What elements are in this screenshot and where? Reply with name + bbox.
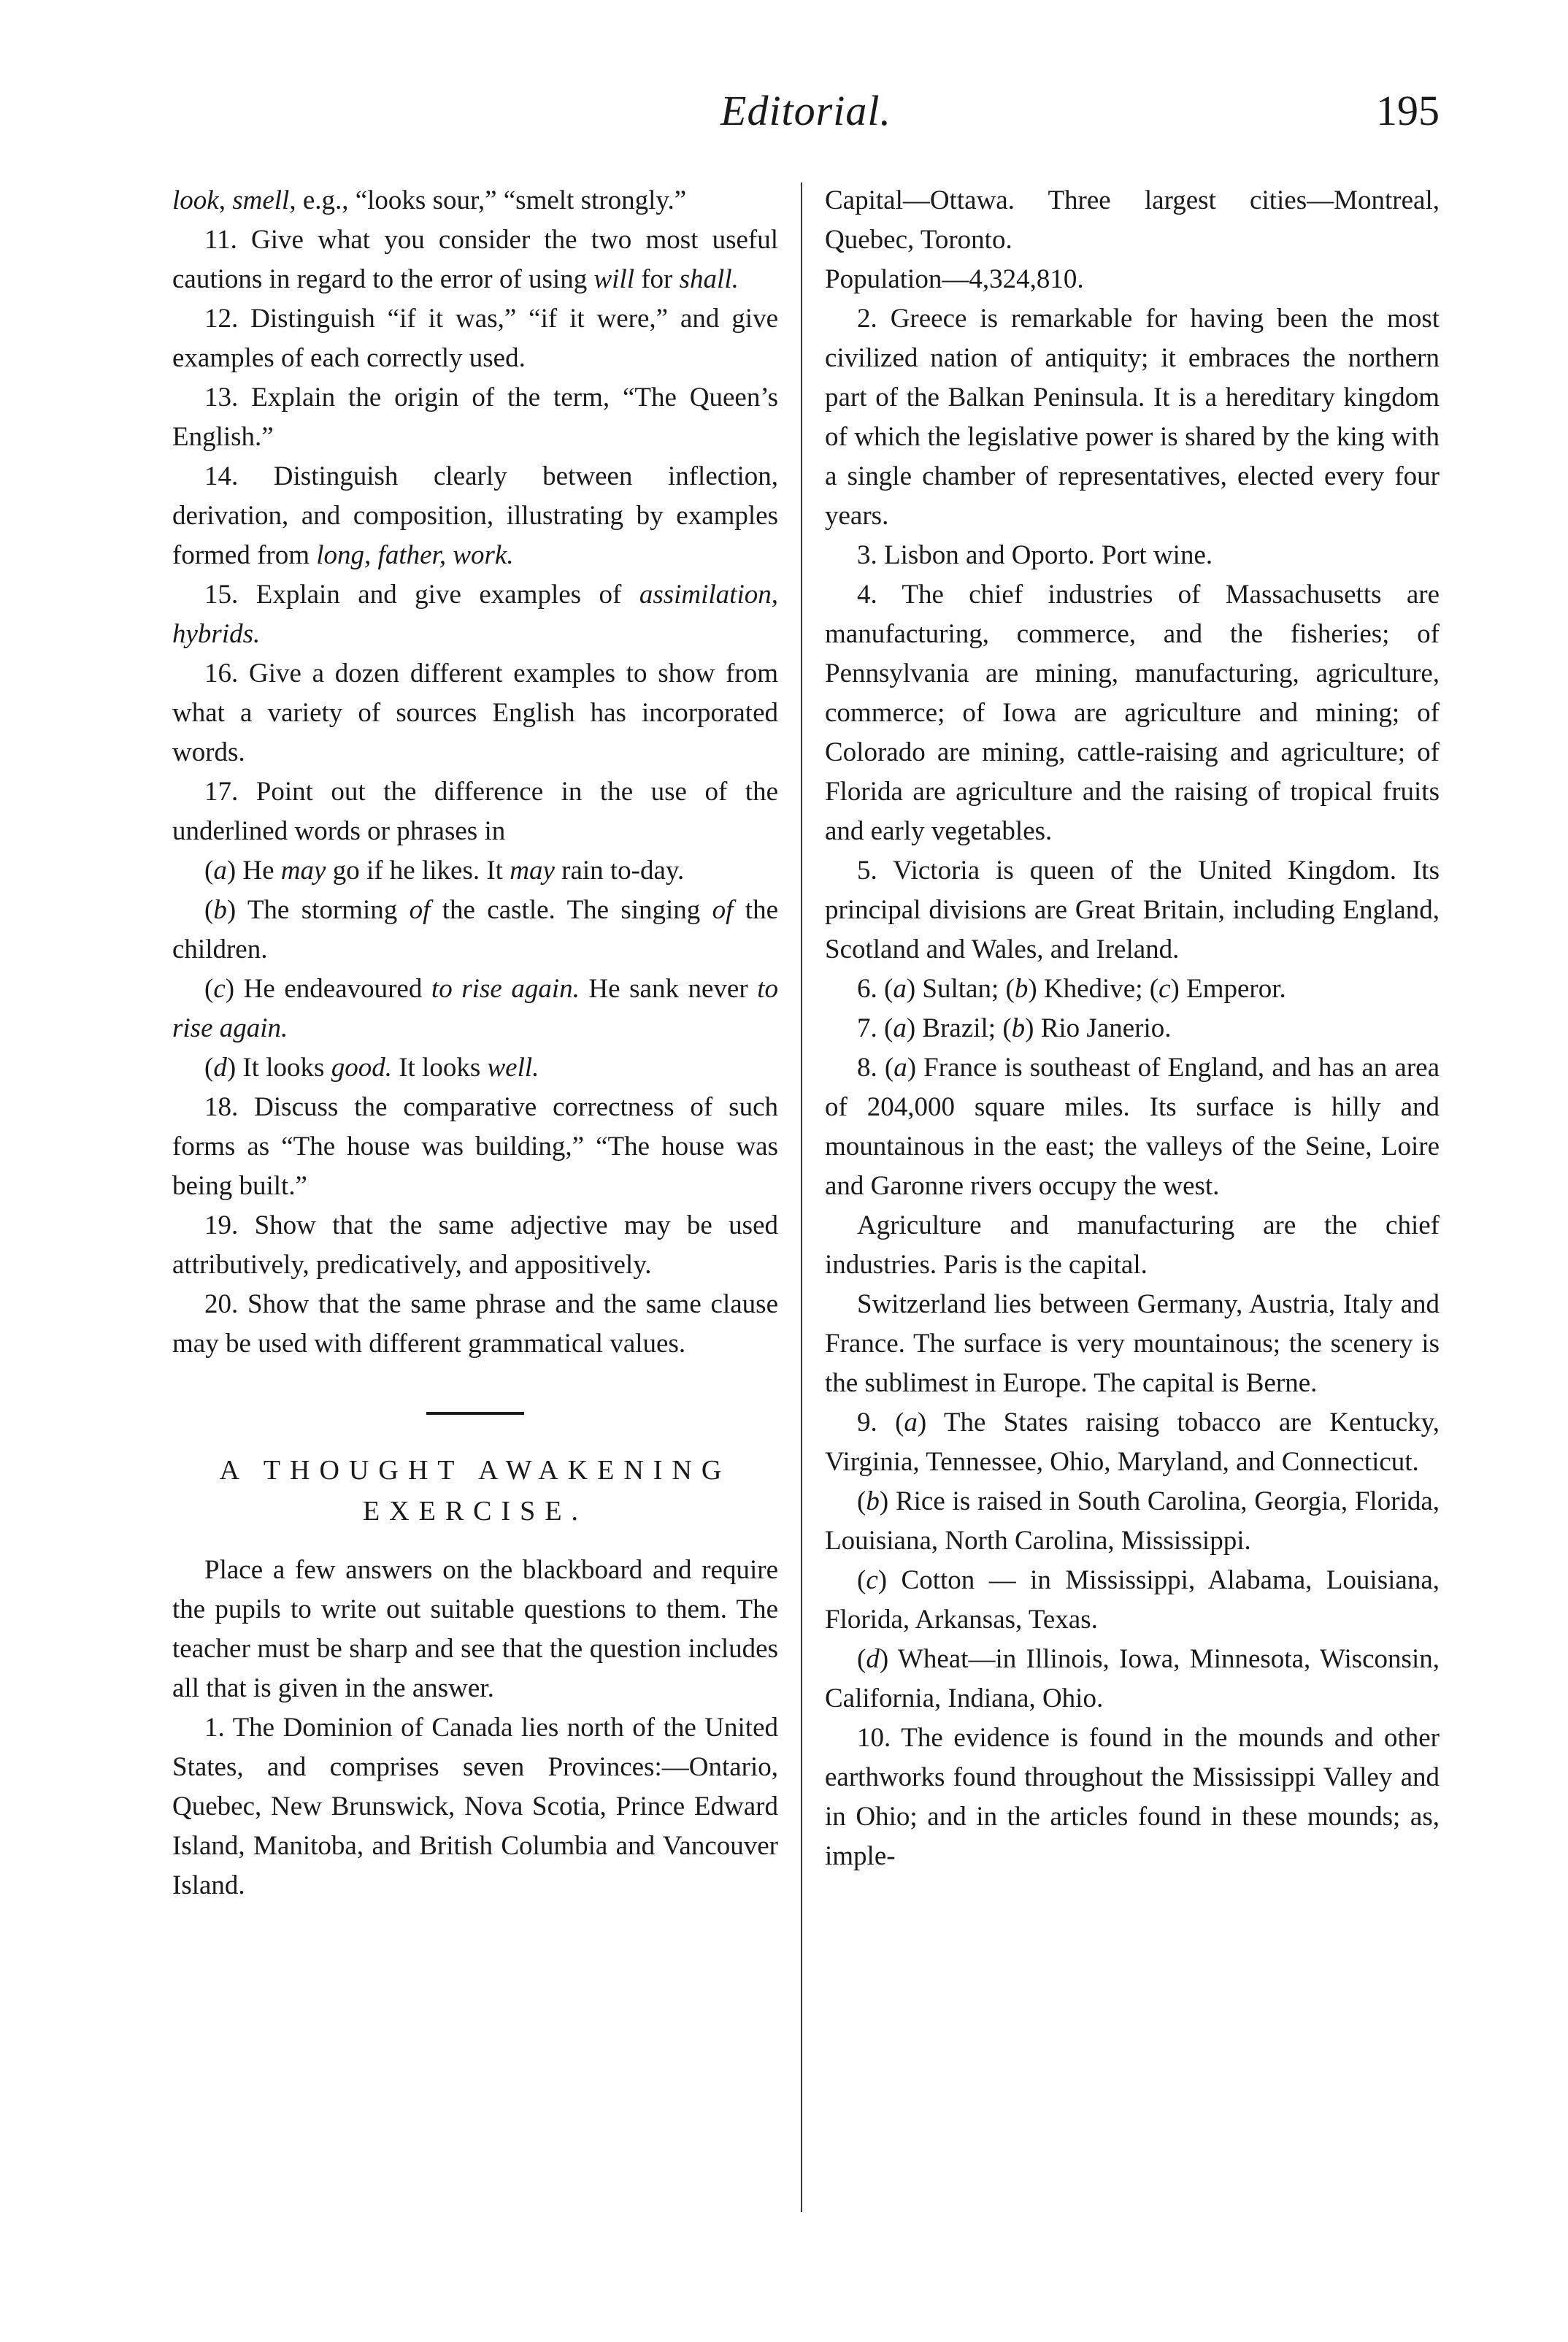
paragraph — [825, 1048, 1440, 1206]
running-head: Editorial. — [720, 87, 891, 134]
italic-run: well. — [487, 1053, 539, 1083]
text-run: ( — [857, 1644, 866, 1674]
answer-list — [825, 299, 1440, 1876]
text-run: ( — [204, 1053, 214, 1083]
paragraph — [825, 970, 1440, 1009]
text-run: ) Wheat—in Illinois, Iowa, Minnesota, Wisconsin, California, Indiana, Ohio. — [825, 1644, 1440, 1713]
continued-answer — [825, 181, 1440, 299]
italic-run: c — [866, 1565, 878, 1595]
text-run: ) Khedive; ( — [1028, 974, 1159, 1004]
paragraph — [172, 1285, 778, 1364]
paragraph — [172, 1048, 778, 1088]
paragraph — [825, 575, 1440, 851]
text-run: ) Cotton — in Mississippi, Alabama, Louisiana, Florida, Arkansas, Texas. — [825, 1565, 1440, 1635]
text-run: Population—4,324,810. — [825, 264, 1084, 294]
text-run: ) He endeavoured — [225, 974, 431, 1004]
paragraph — [172, 575, 778, 654]
text-run: 15. Explain and give examples of — [204, 580, 639, 610]
text-run: ( — [204, 895, 214, 925]
italic-run: a — [893, 974, 907, 1004]
text-run: ) Emperor. — [1170, 974, 1286, 1004]
paragraph — [825, 1009, 1440, 1048]
text-run: go if he likes. It — [326, 856, 510, 886]
italic-run: assimilation, hybrids. — [172, 580, 778, 649]
section-divider — [426, 1412, 524, 1415]
text-run: ) The States raising tobacco are Kentucky, Virginia, Tennessee, Ohio, Maryland, and Connecticut. — [825, 1408, 1440, 1477]
italic-run: c — [1158, 974, 1171, 1004]
text-run: for — [634, 264, 680, 294]
text-run: Capital—Ottawa. Three largest cities—Montreal, Quebec, Toronto. — [825, 185, 1440, 255]
text-run: Place a few answers on the blackboard and require the pupils to write out suitable questions to them. The teacher must be sharp and see that the question includes all that is given in the answer. — [172, 1555, 778, 1703]
italic-run: b — [1011, 1013, 1026, 1043]
italic-run: d — [213, 1053, 227, 1083]
text-run: the castle. The singing — [430, 895, 712, 925]
italic-run: b — [1014, 974, 1029, 1004]
text-run: 5. Victoria is queen of the United Kingdom. Its principal divisions are Great Britain, including England, Scotland and Wales, and Ireland. — [825, 856, 1440, 964]
paragraph — [172, 1088, 778, 1206]
text-run: ) The storming — [226, 895, 410, 925]
text-run: ) Rice is raised in South Carolina, Georgia, Florida, Louisiana, North Carolina, Mississippi. — [825, 1486, 1440, 1556]
text-run: 9. ( — [857, 1408, 904, 1437]
text-run: rain to-day. — [554, 856, 685, 886]
italic-run: look — [172, 185, 219, 215]
paragraph — [825, 299, 1440, 536]
page-header — [172, 86, 1440, 152]
paragraph — [172, 772, 778, 851]
italic-run: a — [213, 856, 227, 886]
text-run: ( — [204, 856, 214, 886]
italic-run: good. — [331, 1053, 392, 1083]
text-run: ( — [204, 974, 214, 1004]
paragraph — [172, 457, 778, 575]
text-run: 20. Show that the same phrase and the same clause may be used with different grammatical values. — [172, 1289, 778, 1359]
text-run: 11. Give what you consider the two most useful cautions in regard to the error of using — [172, 225, 778, 294]
paragraph — [825, 260, 1440, 299]
italic-run: may — [510, 856, 555, 886]
column-divider — [801, 183, 802, 2212]
text-run: 16. Give a dozen different examples to show from what a variety of sources English has incorporated words. — [172, 659, 778, 767]
text-run: ) Brazil; ( — [906, 1013, 1012, 1043]
text-run: 7. ( — [857, 1013, 893, 1043]
text-run: 17. Point out the difference in the use of the underlined words or phrases in — [172, 777, 778, 846]
text-run: ) He — [226, 856, 281, 886]
text-run: 14. Distinguish clearly between inflection, derivation, and composition, illustrating by examples formed from — [172, 461, 778, 570]
paragraph — [825, 1719, 1440, 1876]
paragraph — [825, 1403, 1440, 1482]
italic-run: to rise again. — [431, 974, 580, 1004]
text-run: ( — [857, 1486, 866, 1516]
page-number: 195 — [1376, 87, 1440, 134]
text-run: ) Rio Janerio. — [1025, 1013, 1172, 1043]
paragraph — [825, 536, 1440, 575]
italic-run: b — [866, 1486, 880, 1516]
text-run: It looks — [391, 1053, 488, 1083]
paragraph — [825, 1285, 1440, 1403]
italic-run: long, father, work. — [316, 540, 514, 570]
text-run: ) It looks — [226, 1053, 331, 1083]
paragraph — [825, 1640, 1440, 1719]
text-run: 6. ( — [857, 974, 893, 1004]
italic-run: smell — [232, 185, 290, 215]
text-run: 13. Explain the origin of the term, “The Queen’s English.” — [172, 383, 778, 452]
text-run: 12. Distinguish “if it was,” “if it were,” and give examples of each correctly used. — [172, 304, 778, 373]
italic-run: a — [904, 1408, 918, 1437]
paragraph — [172, 654, 778, 772]
text-run: Agriculture and manufacturing are the chief industries. Paris is the capital. — [825, 1210, 1440, 1280]
text-run: He sank never — [579, 974, 758, 1004]
italic-run: to rise again. — [172, 974, 778, 1043]
text-run: ) Sultan; ( — [906, 974, 1015, 1004]
italic-run: of — [712, 895, 734, 925]
paragraph — [172, 220, 778, 299]
text-run: 2. Greece is remarkable for having been the most civilized nation of antiquity; it embraces the northern part of the Balkan Peninsula. It is a hereditary kingdom of which the legislative power is shared by the king with a single chamber of representatives, elected every four years. — [825, 304, 1440, 531]
text-run: 1. The Dominion of Canada lies north of the United States, and comprises seven Provinces:—Ontario, Quebec, New Brunswick, Nova Scotia, Prince Edward Island, Manitoba, and British Columbia and Vancouver Island. — [172, 1713, 778, 1900]
paragraph — [825, 851, 1440, 970]
italic-run: will — [593, 264, 634, 294]
text-run: , e.g., “looks sour,” “smelt strongly.” — [289, 185, 687, 215]
paragraph — [172, 299, 778, 378]
paragraph — [825, 181, 1440, 260]
text-run: ( — [857, 1565, 866, 1595]
text-run: the children. — [172, 895, 778, 964]
text-run: 8. ( — [857, 1053, 894, 1083]
paragraph — [172, 970, 778, 1048]
section-heading: A THOUGHT AWAKENING EXERCISE. — [219, 1455, 731, 1527]
italic-run: a — [893, 1053, 907, 1083]
question-list — [172, 220, 778, 1364]
text-run: 4. The chief industries of Massachusetts are manufacturing, commerce, and the fisheries; of Pennsylvania are mining, manufacturing, agriculture, commerce; of Iowa are agriculture and mining; of Colorado are mining, cattle-raising and agriculture; of Florida are agriculture and the raising of tropical fruits and early vegetables. — [825, 580, 1440, 846]
paragraph — [825, 1561, 1440, 1640]
italic-run: b — [213, 895, 227, 925]
text-run: 10. The evidence is found in the mounds and other earthworks found throughout the Mississippi Valley and in Ohio; and in the articles found in these mounds; as, imple- — [825, 1723, 1440, 1871]
italic-run: shall. — [679, 264, 739, 294]
italic-run: d — [866, 1644, 880, 1674]
text-run: ) France is southeast of England, and has an area of 204,000 square miles. Its surface is hilly and mountainous in the east; the valleys of the Seine, Loire and Garonne rivers occupy the west. — [825, 1053, 1440, 1201]
paragraph — [172, 851, 778, 891]
continued-paragraph — [172, 181, 778, 220]
right-column — [825, 181, 1440, 1876]
italic-run: c — [213, 974, 226, 1004]
paragraph — [825, 1482, 1440, 1561]
paragraph — [172, 378, 778, 457]
italic-run: of — [409, 895, 431, 925]
paragraph — [172, 1206, 778, 1285]
text-run: 3. Lisbon and Oporto. Port wine. — [857, 540, 1213, 570]
paragraph — [172, 1551, 778, 1708]
text-run: Switzerland lies between Germany, Austria, Italy and France. The surface is very mountainous; the scenery is the sublimest in Europe. The capital is Berne. — [825, 1289, 1440, 1398]
italic-run: a — [893, 1013, 907, 1043]
text-run: 18. Discuss the comparative correctness of such forms as “The house was building,” “The house was being built.” — [172, 1092, 778, 1201]
italic-run: may — [280, 856, 326, 886]
exercise-text — [172, 1551, 778, 1905]
text-run: 19. Show that the same adjective may be used attributively, predicatively, and appositively. — [172, 1210, 778, 1280]
text-run: , — [218, 185, 233, 215]
paragraph — [172, 1708, 778, 1905]
paragraph — [825, 1206, 1440, 1285]
left-column — [172, 181, 778, 1905]
paragraph — [172, 891, 778, 970]
